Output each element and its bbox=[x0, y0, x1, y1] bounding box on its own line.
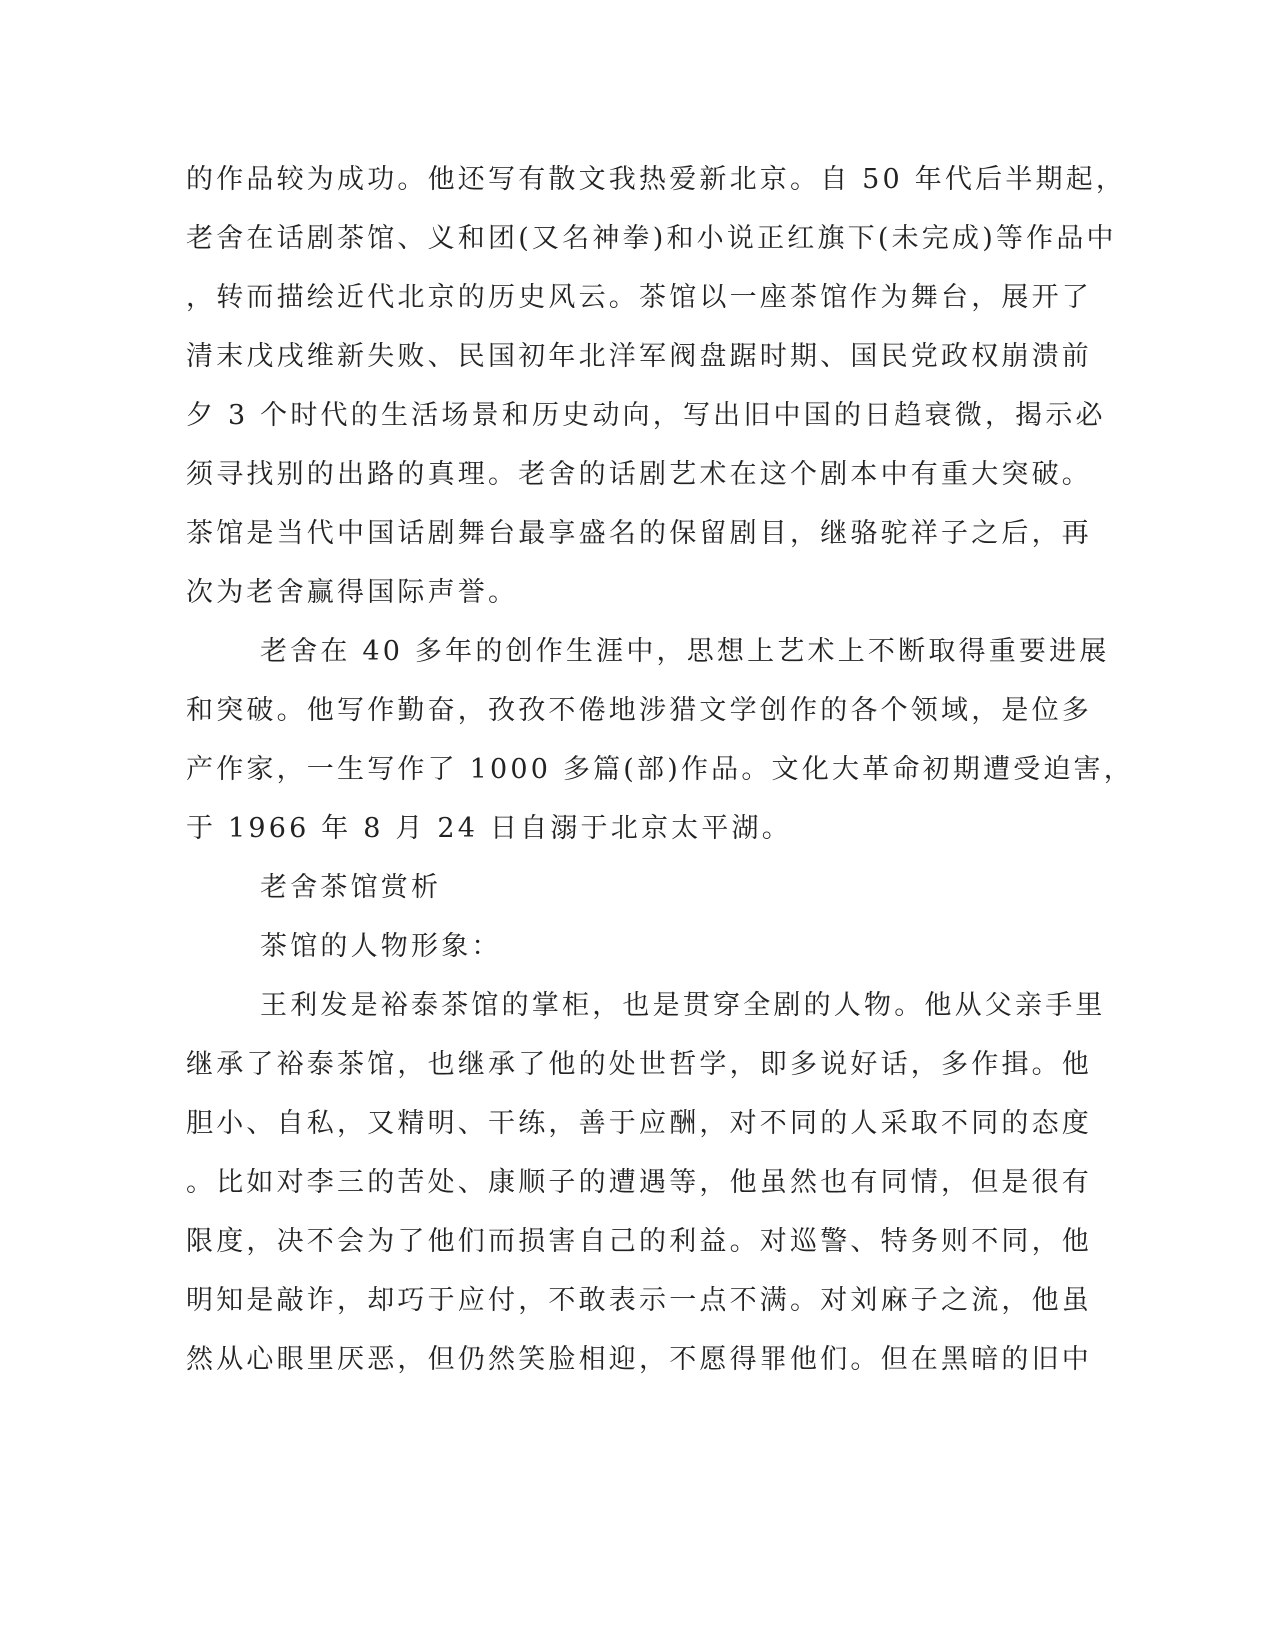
section-subheading: 茶馆的人物形象： bbox=[260, 931, 502, 962]
text-line: 老舍在话剧茶馆、义和团(又名神拳)和小说正红旗下(未完成)等作品中 bbox=[186, 223, 1117, 254]
text-line: 于 1966 年 8 月 24 日自溺于北京太平湖。 bbox=[186, 813, 792, 844]
text-line: 然从心眼里厌恶，但仍然笑脸相迎，不愿得罪他们。但在黑暗的旧中 bbox=[186, 1344, 1092, 1375]
text-line: 老舍在 40 多年的创作生涯中，思想上艺术上不断取得重要进展 bbox=[260, 636, 1110, 667]
text-line: 的作品较为成功。他还写有散文我热爱新北京。自 50 年代后半期起， bbox=[186, 164, 1127, 195]
text-line: 继承了裕泰茶馆，也继承了他的处世哲学，即多说好话，多作揖。他 bbox=[186, 1049, 1092, 1080]
text-line: 限度，决不会为了他们而损害自己的利益。对巡警、特务则不同，他 bbox=[186, 1226, 1092, 1257]
text-line: 次为老舍赢得国际声誉。 bbox=[186, 577, 519, 608]
text-line: 须寻找别的出路的真理。老舍的话剧艺术在这个剧本中有重大突破。 bbox=[186, 459, 1092, 490]
text-line: 明知是敲诈，却巧于应付，不敢表示一点不满。对刘麻子之流，他虽 bbox=[186, 1285, 1092, 1316]
text-line: 胆小、自私，又精明、干练，善于应酬，对不同的人采取不同的态度 bbox=[186, 1108, 1092, 1139]
text-line: 王利发是裕泰茶馆的掌柜，也是贯穿全剧的人物。他从父亲手里 bbox=[260, 990, 1106, 1021]
text-line: 。比如对李三的苦处、康顺子的遭遇等，他虽然也有同情，但是很有 bbox=[186, 1167, 1092, 1198]
text-line: ，转而描绘近代北京的历史风云。茶馆以一座茶馆作为舞台，展开了 bbox=[186, 282, 1092, 313]
text-line: 夕 3 个时代的生活场景和历史动向，写出旧中国的日趋衰微，揭示必 bbox=[186, 400, 1106, 431]
text-line: 和突破。他写作勤奋，孜孜不倦地涉猎文学创作的各个领域，是位多 bbox=[186, 695, 1092, 726]
text-line: 清末戊戌维新失败、民国初年北洋军阀盘踞时期、国民党政权崩溃前 bbox=[186, 341, 1092, 372]
text-line: 产作家，一生写作了 1000 多篇(部)作品。文化大革命初期遭受迫害， bbox=[186, 754, 1134, 785]
section-heading: 老舍茶馆赏析 bbox=[260, 872, 442, 903]
text-line: 茶馆是当代中国话剧舞台最享盛名的保留剧目，继骆驼祥子之后，再 bbox=[186, 518, 1092, 549]
